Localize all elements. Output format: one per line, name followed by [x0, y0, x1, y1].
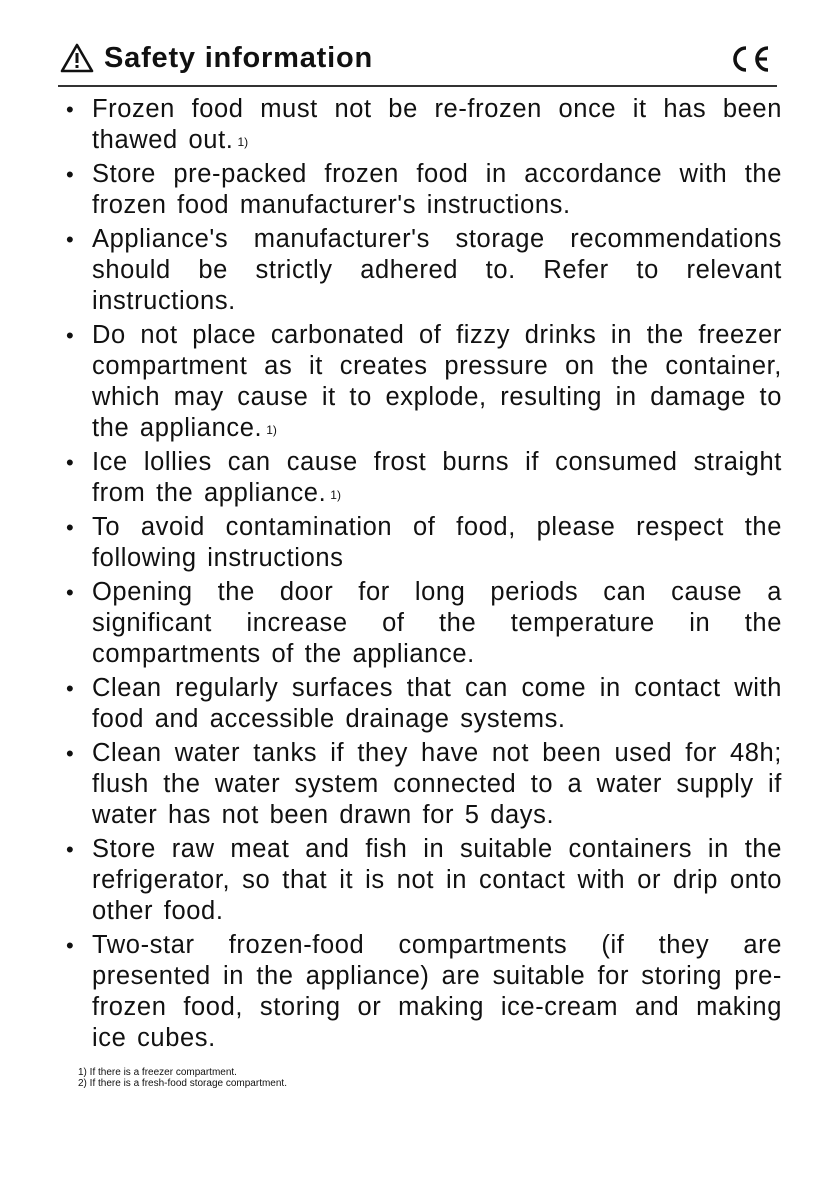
bullet-item: • Ice lollies can cause frost burns if consumed straight from the appliance. $^{1)}$: [66, 448, 782, 507]
footnote-1: 1) If there is a freezer compartment.: [78, 1067, 237, 1078]
bullet-item: • Clean regularly surfaces that can come in contact with food and accessible drainage systems.: [66, 674, 782, 733]
page-title: Safety information: [104, 42, 373, 74]
bullet-item: • Do not place carbonated of fizzy drinks in the freezer compartment as it creates pressure on the container, which may cause it to explode, resulting in damage to the appliance. $^{1)}$: [66, 321, 782, 442]
bullet-dot: •: [66, 933, 75, 958]
bullet-item: • Store pre-packed frozen food in accordance with the frozen food manufacturer's instructions.: [66, 160, 782, 219]
footnotes: [78, 1067, 287, 1089]
bullet-dot: •: [66, 450, 75, 475]
bullet-dot: •: [66, 676, 75, 701]
bullet-item: • Two-star frozen-food compartments (if they are presented in the appliance) are suitable for storing pre-frozen food, storing or making ice-cream and making ice cubes.: [66, 931, 782, 1052]
header-divider: [58, 85, 777, 87]
bullet-dot: •: [66, 837, 75, 862]
bullet-item: • Appliance's manufacturer's storage recommendations should be strictly adhered to. Refer to relevant instructions.: [66, 225, 782, 315]
safety-bullet-list: [66, 94, 782, 1057]
bullet-dot: •: [66, 515, 75, 540]
bullet-dot: •: [66, 162, 75, 187]
footnote-ref: 1): [237, 135, 249, 149]
bullet-dot: •: [66, 227, 75, 252]
bullet-dot: •: [66, 741, 75, 766]
bullet-dot: •: [66, 323, 75, 348]
footnote-ref: 1): [266, 423, 277, 437]
bullet-item: • Clean water tanks if they have not been used for 48h; flush the water system connected to a water supply if water has not been drawn for 5 days.: [66, 739, 782, 829]
warning-triangle-icon: [60, 43, 94, 73]
ce-mark-icon: [730, 44, 772, 74]
footnote-2: 2) If there is a fresh-food storage compartment.: [78, 1078, 287, 1089]
page-header: [60, 40, 778, 84]
bullet-dot: •: [66, 580, 75, 605]
bullet-item: • Frozen food must not be re-frozen once it has been thawed out. $^{1)}$: [66, 95, 782, 154]
bullet-item: • Store raw meat and fish in suitable containers in the refrigerator, so that it is not in contact with or drip onto other food.: [66, 835, 782, 925]
bullet-dot: •: [66, 97, 75, 122]
bullet-item: • Opening the door for long periods can cause a significant increase of the temperature in the compartments of the appliance.: [66, 578, 782, 668]
bullet-item: • To avoid contamination of food, please respect the following instructions: [66, 513, 782, 572]
footnote-ref: 1): [330, 488, 341, 502]
